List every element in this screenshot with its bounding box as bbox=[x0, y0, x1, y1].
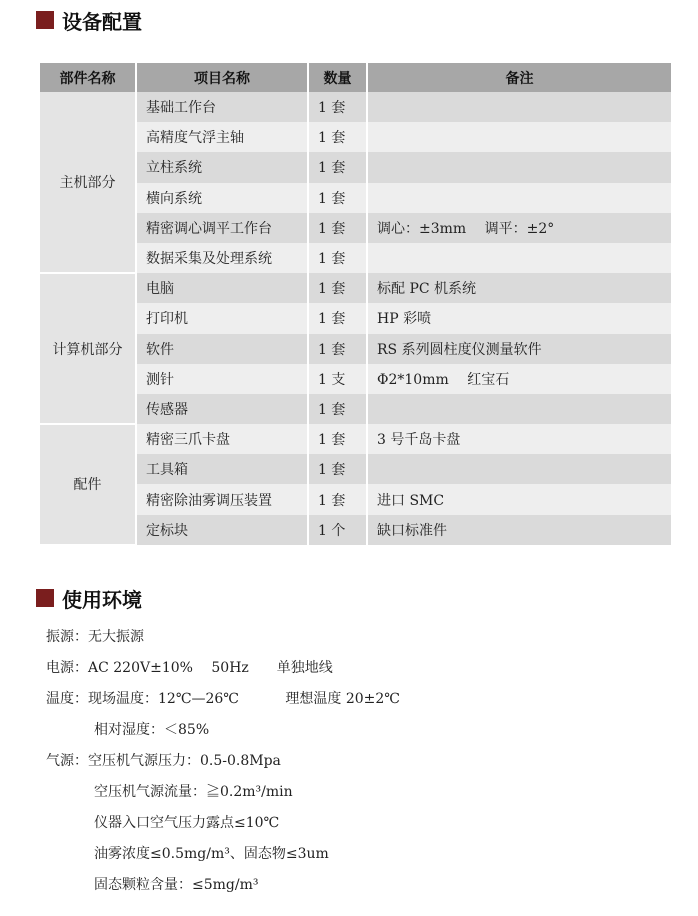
group-accessories: 配件 bbox=[40, 424, 136, 545]
env-air-flow: 空压机气源流量：≧0.2m³/min bbox=[94, 784, 293, 800]
item-qty: 1 套 bbox=[308, 303, 367, 333]
item-note bbox=[367, 122, 671, 152]
item-qty: 1 套 bbox=[308, 484, 367, 514]
item-note bbox=[367, 152, 671, 182]
item-name: 电脑 bbox=[136, 273, 308, 303]
item-qty: 1 个 bbox=[308, 515, 367, 545]
item-name: 高精度气浮主轴 bbox=[136, 122, 308, 152]
env-dew-point: 仪器入口空气压力露点≤10℃ bbox=[94, 815, 280, 831]
header-quantity: 数量 bbox=[308, 63, 367, 92]
item-qty: 1 套 bbox=[308, 213, 367, 243]
config-title-text: 设备配置 bbox=[62, 9, 142, 34]
item-name: 打印机 bbox=[136, 303, 308, 333]
item-name: 基础工作台 bbox=[136, 92, 308, 122]
env-humidity: 相对湿度：＜85% bbox=[94, 722, 210, 738]
item-note: 缺口标准件 bbox=[367, 515, 671, 545]
environment-list bbox=[46, 622, 666, 901]
item-note: HP 彩喷 bbox=[367, 303, 671, 333]
item-qty: 1 套 bbox=[308, 454, 367, 484]
item-qty: 1 套 bbox=[308, 243, 367, 273]
table-row bbox=[40, 92, 671, 122]
header-component: 部件名称 bbox=[40, 63, 136, 92]
env-title-text: 使用环境 bbox=[62, 587, 142, 612]
item-qty: 1 套 bbox=[308, 334, 367, 364]
table-header-row bbox=[40, 63, 671, 92]
table-row bbox=[40, 273, 671, 303]
environment-section-title bbox=[36, 586, 142, 610]
env-vibration: 振源：无大振源 bbox=[46, 629, 144, 645]
item-note: 标配 PC 机系统 bbox=[367, 273, 671, 303]
item-qty: 1 套 bbox=[308, 394, 367, 424]
item-qty: 1 支 bbox=[308, 364, 367, 394]
section-marker-icon bbox=[36, 11, 54, 29]
item-note bbox=[367, 243, 671, 273]
item-qty: 1 套 bbox=[308, 152, 367, 182]
header-item: 项目名称 bbox=[136, 63, 308, 92]
item-name: 数据采集及处理系统 bbox=[136, 243, 308, 273]
env-temperature: 温度：现场温度：12℃—26℃ 理想温度 20±2℃ bbox=[46, 691, 400, 707]
item-qty: 1 套 bbox=[308, 92, 367, 122]
item-note bbox=[367, 183, 671, 213]
item-name: 横向系统 bbox=[136, 183, 308, 213]
item-qty: 1 套 bbox=[308, 424, 367, 454]
item-note bbox=[367, 394, 671, 424]
item-note: 调心：±3mm 调平：±2° bbox=[367, 213, 671, 243]
item-name: 精密除油雾调压装置 bbox=[136, 484, 308, 514]
item-note bbox=[367, 454, 671, 484]
item-qty: 1 套 bbox=[308, 273, 367, 303]
item-qty: 1 套 bbox=[308, 122, 367, 152]
item-name: 软件 bbox=[136, 334, 308, 364]
item-name: 立柱系统 bbox=[136, 152, 308, 182]
item-note: Φ2*10mm 红宝石 bbox=[367, 364, 671, 394]
item-note: 进口 SMC bbox=[367, 484, 671, 514]
section-marker-icon bbox=[36, 589, 54, 607]
group-main-unit: 主机部分 bbox=[40, 92, 136, 273]
item-name: 工具箱 bbox=[136, 454, 308, 484]
table-row bbox=[40, 424, 671, 454]
config-section-title bbox=[36, 8, 142, 32]
item-name: 精密三爪卡盘 bbox=[136, 424, 308, 454]
env-oil-mist: 油雾浓度≤0.5mg/m³、固态物≤3um bbox=[94, 846, 329, 862]
env-air-pressure: 气源：空压机气源压力：0.5-0.8Mpa bbox=[46, 753, 281, 769]
group-computer: 计算机部分 bbox=[40, 273, 136, 424]
item-name: 测针 bbox=[136, 364, 308, 394]
item-note: 3 号千岛卡盘 bbox=[367, 424, 671, 454]
item-name: 精密调心调平工作台 bbox=[136, 213, 308, 243]
item-name: 传感器 bbox=[136, 394, 308, 424]
item-note: RS 系列圆柱度仪测量软件 bbox=[367, 334, 671, 364]
item-qty: 1 套 bbox=[308, 183, 367, 213]
item-note bbox=[367, 92, 671, 122]
item-name: 定标块 bbox=[136, 515, 308, 545]
env-power: 电源：AC 220V±10% 50Hz 单独地线 bbox=[46, 660, 333, 676]
header-note: 备注 bbox=[367, 63, 671, 92]
equipment-config-table bbox=[40, 63, 671, 546]
env-particle: 固态颗粒含量：≤5mg/m³ bbox=[94, 877, 259, 893]
